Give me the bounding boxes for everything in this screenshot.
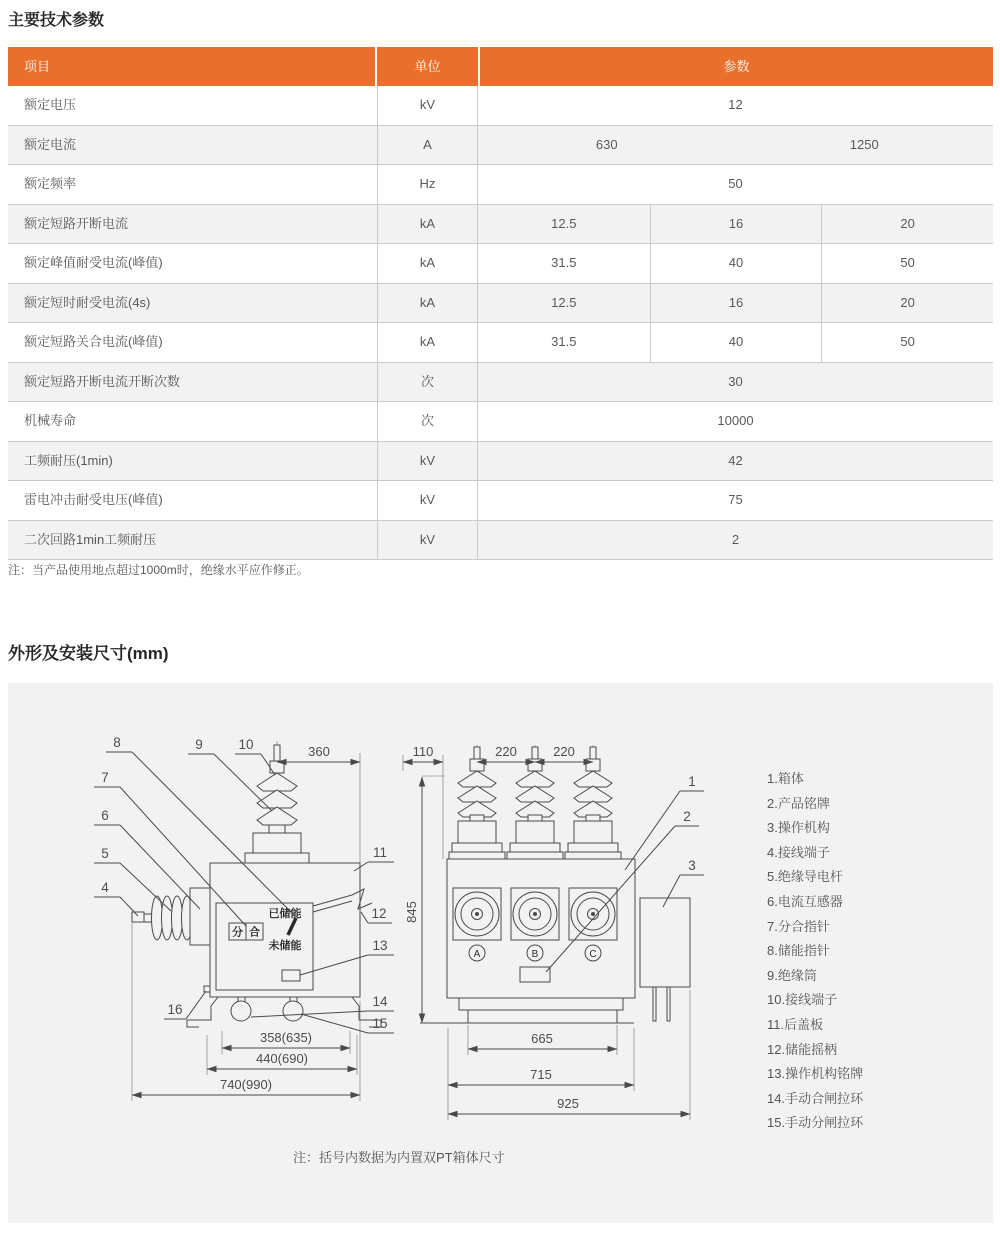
dimension-text: 360 <box>308 744 330 759</box>
legend-item: 8.储能指针 <box>767 943 830 959</box>
row-value: 50 <box>728 176 743 191</box>
legend-item: 11.后盖板 <box>767 1016 824 1032</box>
legend-item: 14.手动合闸拉环 <box>767 1090 864 1106</box>
callout-number: 2 <box>683 809 691 824</box>
row-unit: kV <box>377 442 478 481</box>
row-value: 10000 <box>717 413 754 428</box>
row-value: 12.5 <box>551 294 577 310</box>
callout-number: 15 <box>372 1016 388 1031</box>
mechanism-box-icon <box>640 898 690 1021</box>
legend-item: 10.接线端子 <box>767 992 838 1008</box>
header-cell-param: 参数 <box>723 59 750 74</box>
ct-window-icon <box>453 888 501 940</box>
close-label: 合 <box>249 926 260 939</box>
callout-number: 4 <box>101 880 109 895</box>
table-row <box>8 521 993 561</box>
row-value: 20 <box>821 205 993 244</box>
row-item: 额定短路开断电流开断次数 <box>24 373 181 389</box>
callout-number: 9 <box>195 737 203 752</box>
front-view <box>420 745 690 1023</box>
row-item: 额定峰值耐受电流(峰值) <box>24 255 163 270</box>
table-header <box>8 47 993 86</box>
charged-label: 已储能 <box>268 908 302 920</box>
phase-label: B <box>531 949 539 960</box>
front-bushing-icon <box>449 747 505 859</box>
callout-number: 5 <box>101 846 109 861</box>
open-pull-ring-icon <box>283 1001 303 1021</box>
table-row <box>8 363 993 403</box>
callout-number: 12 <box>371 906 387 921</box>
row-value: 30 <box>728 373 743 389</box>
table-row <box>8 126 993 166</box>
table-row <box>8 442 993 482</box>
table-row <box>8 165 993 205</box>
legend-item: 9.绝缘筒 <box>767 967 817 983</box>
legend-item: 4.接线端子 <box>767 844 830 860</box>
open-label: 分 <box>232 926 243 939</box>
legend-item: 2.产品铭牌 <box>767 795 830 811</box>
legend <box>767 767 863 1136</box>
row-item: 机械寿命 <box>24 413 77 428</box>
row-item: 雷电冲击耐受电压(峰值) <box>24 492 163 507</box>
product-nameplate-icon <box>520 967 550 982</box>
drawing-note: 注：括号内数据为内置双PT箱体尺寸 <box>293 1150 505 1165</box>
row-value: 12 <box>728 97 743 112</box>
side-mechanism-panel <box>216 903 313 990</box>
dimension-text: 440(690) <box>255 1051 309 1066</box>
legend-item: 7.分合指针 <box>767 918 830 934</box>
page-title: 主要技术参数 <box>8 12 105 29</box>
callout-number: 13 <box>372 938 388 953</box>
row-value: 40 <box>650 323 822 362</box>
row-unit: kA <box>377 205 478 244</box>
legend-item: 1.箱体 <box>767 771 804 786</box>
table-row <box>8 323 993 363</box>
dimension-text: 665 <box>531 1031 553 1046</box>
row-value: 42 <box>728 452 743 468</box>
row-item: 工频耐压(1min) <box>24 452 113 468</box>
header-cell-item: 项目 <box>8 47 377 86</box>
row-unit: kA <box>377 244 478 283</box>
row-value: 1250 <box>849 136 879 152</box>
row-unit: kA <box>377 323 478 362</box>
row-value: 16 <box>650 205 822 244</box>
table-row <box>8 205 993 245</box>
phase-label: A <box>473 949 481 960</box>
table-row <box>8 244 993 284</box>
dimension-text: 358(635) <box>259 1030 313 1045</box>
row-unit: kV <box>377 521 478 560</box>
dimension-text: 925 <box>557 1096 579 1111</box>
side-bushing-icon <box>245 745 309 863</box>
row-unit: Hz <box>377 165 478 204</box>
row-unit: 次 <box>377 363 478 402</box>
front-base <box>420 998 634 1023</box>
row-value: 20 <box>821 284 993 323</box>
row-unit: kA <box>377 284 478 323</box>
row-unit: kV <box>377 481 478 520</box>
close-pull-ring-icon <box>231 1001 251 1021</box>
callout-number: 1 <box>688 774 696 789</box>
legend-item: 6.电流互感器 <box>767 893 843 909</box>
table-row <box>8 402 993 442</box>
callout-number: 10 <box>238 737 254 752</box>
table-row <box>8 481 993 521</box>
row-unit: kV <box>377 86 478 125</box>
table-row <box>8 86 993 126</box>
row-value: 16 <box>650 284 822 323</box>
row-item: 额定电压 <box>24 97 77 112</box>
drawing-panel <box>8 683 993 1223</box>
legend-item: 3.操作机构 <box>767 820 830 836</box>
row-value: 50 <box>821 323 993 362</box>
ct-window-icon <box>569 888 617 940</box>
row-unit: A <box>377 126 478 165</box>
row-item: 额定短路开断电流 <box>24 215 129 231</box>
row-item: 额定短路关合电流(峰值) <box>24 334 163 349</box>
callout-number: 8 <box>113 735 121 750</box>
ct-window-icon <box>511 888 559 940</box>
row-item: 二次回路1min工频耐压 <box>24 531 157 547</box>
front-bushing-icon <box>507 747 563 859</box>
callout-number: 6 <box>101 808 109 823</box>
table-note: 注：当产品使用地点超过1000m时，绝缘水平应作修正。 <box>8 563 309 577</box>
row-item: 额定电流 <box>24 136 77 152</box>
callout-number: 16 <box>167 1002 183 1017</box>
mechanism-nameplate-icon <box>282 970 300 981</box>
callout-number: 11 <box>372 845 388 860</box>
row-value: 40 <box>650 244 822 283</box>
legend-item: 12.储能摇柄 <box>767 1041 838 1057</box>
dimension-text: 220 <box>553 744 575 759</box>
table-row <box>8 284 993 324</box>
dimension-text: 715 <box>530 1067 552 1082</box>
row-value: 630 <box>595 136 618 152</box>
callout-number: 7 <box>101 770 109 785</box>
row-item: 额定短时耐受电流(4s) <box>24 294 151 310</box>
callout-number: 3 <box>688 858 696 873</box>
legend-item: 5.绝缘导电杆 <box>767 869 843 885</box>
row-value: 31.5 <box>551 255 577 270</box>
row-item: 额定频率 <box>24 176 77 191</box>
row-value: 31.5 <box>551 334 577 349</box>
row-unit: 次 <box>377 402 478 441</box>
header-cell-unit: 单位 <box>377 47 480 86</box>
side-ct-assembly-icon <box>132 888 210 945</box>
spec-table <box>8 47 993 560</box>
side-view <box>132 741 381 1027</box>
phase-label: C <box>589 949 597 960</box>
uncharged-label: 未储能 <box>268 940 302 952</box>
row-value: 12.5 <box>551 215 577 231</box>
dimensions-title: 外形及安装尺寸(mm) <box>8 644 169 663</box>
legend-item: 13.操作机构铭牌 <box>767 1066 864 1082</box>
legend-item: 15.手动分闸拉环 <box>767 1115 864 1131</box>
dimension-text: 110 <box>412 744 434 759</box>
dimension-text: 740(990) <box>219 1077 273 1092</box>
row-value: 2 <box>731 531 740 547</box>
dimension-text: 845 <box>404 901 419 923</box>
dimension-text: 220 <box>495 744 517 759</box>
front-bushing-icon <box>565 747 621 859</box>
row-value: 50 <box>821 244 993 283</box>
callout-number: 14 <box>372 994 388 1009</box>
row-value: 75 <box>728 492 743 507</box>
